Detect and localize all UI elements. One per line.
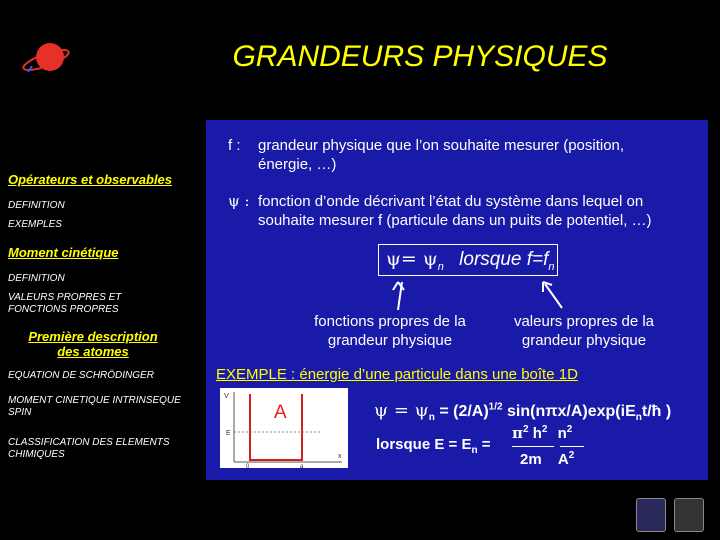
sidebar-item-label: VALEURS PROPRES ET	[8, 292, 122, 303]
box-label-a: A	[274, 402, 287, 423]
valeurs-line: valeurs propres de la	[513, 313, 655, 330]
eq-condition: lorsque f=f	[459, 249, 549, 270]
sidebar-item-exemples[interactable]: EXEMPLES	[8, 219, 62, 230]
sidebar-item-label: CLASSIFICATION DES ELEMENTS	[8, 437, 170, 448]
planet-logo-icon	[20, 38, 74, 78]
psi-description	[258, 192, 703, 230]
arrows	[380, 276, 580, 316]
en-sub: n	[471, 445, 478, 456]
wavefunction-equation	[374, 400, 671, 423]
psi-label: ψ :	[228, 192, 250, 210]
sidebar-section-operateurs[interactable]: Opérateurs et observables	[8, 172, 173, 187]
atom-thumbnail-icon[interactable]	[674, 498, 704, 532]
eq-psi: ψ= ψ	[386, 248, 438, 270]
sidebar-item-label: MOMENT CINETIQUE INTRINSEQUE	[8, 395, 181, 406]
f-description	[258, 136, 698, 174]
sidebar-item-definition[interactable]: DEFINITION	[8, 200, 65, 211]
wf-sub: n	[428, 412, 435, 424]
sidebar-section-label: des atomes	[57, 344, 129, 359]
f-description-line: énergie, …)	[258, 156, 337, 173]
sidebar-item-equation[interactable]: EQUATION DE SCHRÖDINGER	[8, 370, 154, 381]
fonctions-line: grandeur physique	[327, 332, 453, 349]
en-n: n	[557, 425, 567, 442]
eq-sub-n: n	[437, 260, 444, 273]
wf-en: n	[635, 412, 642, 424]
en-a: A	[557, 451, 569, 468]
psi-description-line: fonction d’onde décrivant l’état du système dans lequel on	[258, 193, 644, 210]
exemple-heading: EXEMPLE : énergie d’une particule dans une boîte 1D	[216, 366, 578, 383]
en-left: lorsque E = E	[376, 436, 472, 453]
sidebar-item-valeurs-propres[interactable]	[8, 292, 121, 316]
ylabel: V	[224, 393, 229, 400]
en-hbar: h	[532, 425, 542, 442]
sidebar-item-definition-2[interactable]: DEFINITION	[8, 273, 65, 284]
valeurs-line: grandeur physique	[521, 332, 647, 349]
energy-denominator: 2m $A^2$	[520, 450, 575, 468]
sidebar-item-classification[interactable]	[8, 437, 170, 461]
sidebar-section-premiere-description[interactable]	[8, 329, 178, 359]
sidebar-section-moment[interactable]: Moment cinétique	[8, 245, 119, 260]
sidebar-item-spin[interactable]	[8, 395, 181, 419]
eq-sub-n2: n	[548, 260, 555, 273]
potential-well-plot	[220, 388, 348, 468]
globe-thumbnail-icon[interactable]	[636, 498, 666, 532]
sidebar-section-label: Première description	[28, 329, 158, 344]
wf-psi: ψ = ψ	[374, 400, 429, 421]
valeurs-propres-label	[494, 312, 674, 350]
fraction-bar-2	[560, 446, 584, 447]
fraction-bar-1	[512, 446, 554, 447]
en-2m: 2m	[520, 451, 542, 468]
psi-description-line: souhaite mesurer f (particule dans un puits de potentiel, …)	[258, 212, 652, 229]
wf-sin: sin(nπx/A)exp(iE	[502, 403, 636, 420]
energy-numerator: $\pi^2$ $h^2$ $n^2$	[512, 424, 573, 442]
eigen-equation	[386, 248, 555, 273]
wf-th: t/ħ )	[641, 403, 672, 420]
f-label: f :	[228, 137, 241, 154]
sidebar-item-label: SPIN	[8, 407, 32, 418]
wf-half: 1/2	[488, 401, 503, 413]
xlabel: x	[338, 453, 342, 460]
fonctions-propres-label	[300, 312, 480, 350]
fonctions-line: fonctions propres de la	[314, 313, 466, 330]
arrow-right	[545, 284, 562, 308]
zero-label: 0	[246, 464, 250, 468]
sidebar-item-label: FONCTIONS PROPRES	[8, 304, 119, 315]
energy-equation-left: lorsque $E = E_n$ =	[376, 436, 491, 456]
a-label: a	[300, 464, 304, 468]
sidebar-item-label: CHIMIQUES	[8, 449, 65, 460]
page-title: GRANDEURS PHYSIQUES	[232, 40, 608, 73]
e-label: E	[226, 430, 231, 437]
f-description-line: grandeur physique que l’on souhaite mesurer (position,	[258, 137, 625, 154]
en-pi: π	[512, 424, 523, 442]
wf-rest: = (2/A)	[434, 403, 489, 420]
